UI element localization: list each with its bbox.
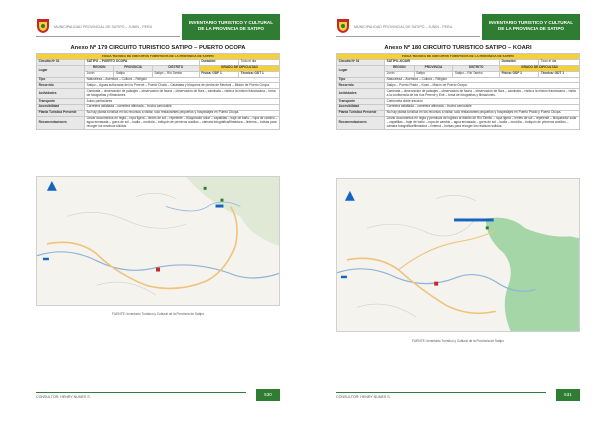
lugar-label: Lugar (337, 65, 385, 77)
actividades-label: Actividades (37, 89, 85, 99)
duracion-value: Todo el dia (239, 59, 280, 65)
recomendaciones-value: Llevar documentos en regla y permisos de ingreso al distrito de Río Tambo – ropa ligera – lentes de sol – repelente – bloqueador solar – zapatillas – traje de baño – ropa de cambio – agua envasada – gorra de sol – toalla – mochila – botiquín de primeros auxilios – cámara fotográfica/filmadora – linterna – bolsas para recoger los residuos sólidos. (385, 116, 580, 129)
municipal-shield-icon (36, 18, 50, 34)
footer-rule (336, 392, 546, 393)
duracion-label: Duración: (499, 59, 538, 65)
duracion-value: Todo el dia (539, 59, 580, 65)
region-header: REGION (85, 65, 114, 71)
location-pin-icon (43, 258, 49, 260)
fisica-value: Física: GDF 1 (499, 71, 538, 77)
distrito-value: Satipo – Rio Tambo (152, 71, 199, 77)
circuito-value: SATIPO–KOARI (385, 59, 500, 65)
recorrido-value: Satipo – Puerto Prado – Koari – Misión de Puerto Ocopa. (385, 83, 580, 89)
municipal-shield-icon (336, 18, 350, 34)
provincia-header: PROVINCIA (414, 65, 453, 71)
location-pin-icon (216, 205, 224, 208)
table-caption: FICHA TECNICA DE CIRCUITOS TURISTICOS DE LA PROVINCIA DE SATIPO (37, 54, 280, 60)
grado-header: GRADO DE DIFICULTAD (199, 65, 279, 71)
tecnica-value: Técnica: GDT 1 (539, 71, 580, 77)
grado-header: GRADO DE DIFICULTAD (499, 65, 579, 71)
actividades-label: Actividades (337, 89, 385, 99)
lugar-label: Lugar (37, 65, 85, 77)
fisica-value: Física: GDF 1 (199, 71, 238, 77)
circuito-value: SATIPO – PUERTO OCOPA (85, 59, 200, 65)
header-band-line: INVENTARIO TURISTICO Y CULTURAL (188, 20, 274, 25)
header-band-line: DE LA PROVINCIA DE SATIPO (498, 26, 564, 31)
location-pin-icon (454, 218, 494, 221)
header-rule (36, 36, 180, 37)
page-number: 530 (256, 389, 280, 401)
recorrido-value: Satipo – Aguas sulfurosas del río Perené – Puerto Chata – Cataratas y bloqueos de piedra de Mentuni – Misión de Puerto Ocopa. (85, 83, 280, 89)
header-band-line: INVENTARIO TURISTICO Y CULTURAL (488, 20, 574, 25)
location-pin-icon (220, 199, 223, 202)
recomendaciones-label: Recomendaciones (37, 116, 85, 129)
page-title: Anexo Nº 179 CIRCUITO TURISTICO SATIPO – PUERTO OCOPA (70, 45, 246, 51)
tipo-label: Tipo (337, 77, 385, 83)
recomendaciones-value: Llevar documentos en regla – ropa ligera – lentes de sol – repelente – bloqueador solar – zapatillas – traje de baño – ropa de cambio – agua envasada – gorra de sol – toalla – mochila – botiquín de primeros auxilios – cámara fotográfica/filmadora – linterna – bolsas para recoger los residuos sólidos. (85, 116, 280, 129)
page-title: Anexo Nº 180 CIRCUITO TURISTICO SATIPO – KOARI (384, 45, 532, 51)
header-municipality: MUNICIPALIDAD PROVINCIAL DE SATIPO – JUNIN - PERU (354, 25, 453, 29)
technical-sheet-table (336, 53, 580, 130)
transporte-label: Transporte (37, 98, 85, 104)
planta-label: Planta Turística Presente (37, 110, 85, 116)
route-shield-icon (434, 282, 438, 286)
planta-value: No hay planta turística en los recursos a visitar, solo restaurantes pequeños y hospedajes en Puerto Prado y Puerto Ocopa. (385, 110, 580, 116)
tipo-label: Tipo (37, 77, 85, 83)
location-pin-icon (204, 187, 207, 190)
tecnica-value: Técnica: GDT 1 (239, 71, 280, 77)
accesibilidad-label: Accesibilidad (337, 104, 385, 110)
route-map-graphic (337, 179, 579, 331)
tipo-value: Naturaleza – Aventura – Cultura – Religión (385, 77, 580, 83)
figure-caption: FUENTE: Inventario Turístico y Cultural de la Provincia de Satipo (112, 312, 204, 316)
transporte-label: Transporte (337, 98, 385, 104)
page-531 (300, 0, 600, 424)
tipo-value: Naturaleza – Aventura – Cultura – Religión (85, 77, 280, 83)
provincia-value: Satipo (414, 71, 453, 77)
recorrido-label: Recorrido (37, 83, 85, 89)
transporte-value: Autos particulares (85, 98, 280, 104)
provincia-value: Satipo (114, 71, 152, 77)
planta-value: No hay planta turística en los recursos a visitar, solo restaurantes pequeños y hospedajes en Puerto Ocopa. (85, 110, 280, 116)
header-rule (336, 36, 480, 37)
region-value: Junín (85, 71, 114, 77)
recorrido-label: Recorrido (337, 83, 385, 89)
distrito-header: DISTRITO (152, 65, 199, 71)
technical-sheet-table (36, 53, 280, 130)
distrito-value: Satipo – Rio Tambo (453, 71, 500, 77)
accesibilidad-value: Carretera asfaltada – carretera afirmada – trocha carrozable (85, 104, 280, 110)
region-value: Junín (385, 71, 415, 77)
distrito-header: DISTRITO (453, 65, 500, 71)
location-pin-icon (341, 276, 347, 278)
page-header (36, 14, 280, 40)
footer-consultant: CONSULTOR: HENRY NUNES S. (336, 395, 391, 399)
route-shield-icon (156, 268, 160, 272)
duracion-label: Duración: (199, 59, 238, 65)
planta-label: Planta Turística Presente (337, 110, 385, 116)
actividades-value: Caminata – observación de paisajes – observación de fauna – observación de flora – caminata – visita a la misión franciscana – toma de fotografías y filmaciones (85, 89, 280, 99)
circuito-label: Circuito Nº 01 (337, 59, 385, 65)
circuito-label: Circuito Nº 01 (37, 59, 85, 65)
footer-consultant: CONSULTOR: HENRY NUNES S. (36, 395, 91, 399)
provincia-header: PROVINCIA (114, 65, 152, 71)
actividades-value: Caminata – observación de paisajes – observación de fauna – observación de flora – caminata – visita a la misión franciscana – visita a la confluencia de los ríos Perené y Ene – toma de fotografías y filmaciones. (385, 89, 580, 99)
figure-caption: FUENTE: Inventario Turístico y Cultural de la Provincia de Satipo (412, 339, 504, 343)
transporte-value: Camioneta doble tracción (385, 98, 580, 104)
route-map (336, 178, 580, 332)
footer-rule (36, 392, 246, 393)
page-number: 531 (556, 389, 580, 401)
accesibilidad-value: Carretera asfaltada – carretera afirmada – trocha carrozable (385, 104, 580, 110)
header-band-line: DE LA PROVINCIA DE SATIPO (198, 26, 264, 31)
header-band (182, 14, 280, 40)
accesibilidad-label: Accesibilidad (37, 104, 85, 110)
header-municipality: MUNICIPALIDAD PROVINCIAL DE SATIPO – JUNIN - PERU (54, 25, 153, 29)
header-band (482, 14, 580, 40)
region-header: REGION (385, 65, 415, 71)
route-map (36, 176, 280, 306)
route-map-graphic (37, 177, 279, 305)
table-caption: FICHA TECNICA DE CIRCUITOS TURISTICOS DE LA PROVINCIA DE SATIPO (337, 54, 580, 60)
page-header (336, 14, 580, 40)
location-pin-icon (486, 226, 489, 229)
recomendaciones-label: Recomendaciones (337, 116, 385, 129)
